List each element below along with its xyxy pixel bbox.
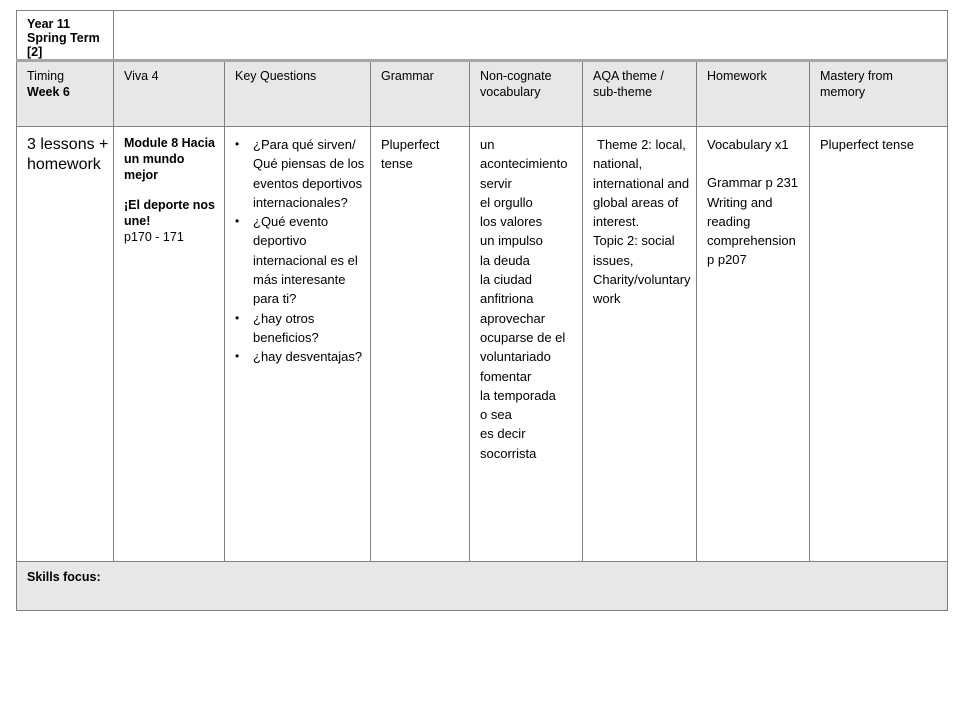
grammar-cell: Pluperfect tense <box>371 127 470 562</box>
vocab-item: o sea <box>480 407 512 423</box>
module-title: Module 8 Hacia un mundo mejor <box>124 136 215 182</box>
vocab-item: la deuda <box>480 252 530 268</box>
vocab-item: servir <box>480 175 512 191</box>
lesson-plan-table <box>16 10 948 611</box>
homework-grammar: Grammar p 231 <box>707 175 799 191</box>
header-homework: Homework <box>697 61 810 127</box>
vocab-item: la ciudad anfitriona <box>480 272 534 307</box>
title-row-empty-cell <box>114 11 948 61</box>
questions-cell <box>225 127 371 562</box>
vocab-item: aprovechar <box>480 310 546 326</box>
homework-vocab: Vocabulary x1 <box>707 137 789 152</box>
header-row <box>17 61 948 127</box>
header-grammar: Grammar <box>371 61 470 127</box>
header-mastery: Mastery from memory <box>810 61 948 127</box>
mastery-cell: Pluperfect tense <box>810 127 948 562</box>
vocab-item: la temporada <box>480 387 556 403</box>
module-subtitle: ¡El deporte nos une! <box>124 198 215 228</box>
module-pages: p170 - 171 <box>124 230 184 244</box>
content-row <box>17 127 948 562</box>
homework-writing: Writing and reading comprehension p p207 <box>707 194 796 268</box>
title-row <box>17 11 948 61</box>
theme-line: Theme 2: local, national, international and global areas of interest. <box>593 137 690 230</box>
vocab-item: socorrista <box>480 445 537 461</box>
vocab-item: los valores <box>480 214 543 230</box>
vocabulary-cell <box>470 127 583 562</box>
timing-cell: 3 lessons + homework <box>17 127 114 562</box>
module-cell <box>114 127 225 562</box>
header-viva: Viva 4 <box>114 61 225 127</box>
vocab-item: fomentar <box>480 368 532 384</box>
header-timing-label: Timing <box>27 69 65 83</box>
theme-cell <box>583 127 697 562</box>
vocab-item: ocuparse de el voluntariado <box>480 329 566 365</box>
header-key-questions: Key Questions <box>225 61 371 127</box>
vocab-item: el orgullo <box>480 194 533 210</box>
question-item: • ¿hay desventajas? <box>253 347 366 366</box>
skills-focus: Skills focus: <box>17 562 948 611</box>
questions-list <box>229 135 366 367</box>
header-vocabulary: Non-cognate vocabulary <box>470 61 583 127</box>
vocab-item: es decir <box>480 426 526 442</box>
question-item: • ¿hay otros beneficios? <box>253 309 366 348</box>
question-item: • ¿Qué evento deportivo internacional es el más interesante para ti? <box>253 212 366 308</box>
vocab-item: un impulso <box>480 233 543 249</box>
skills-row <box>17 562 948 611</box>
header-aqa-theme: AQA theme / sub-theme <box>583 61 697 127</box>
table-title: Year 11 Spring Term [2] <box>17 11 114 61</box>
header-timing <box>17 61 114 127</box>
homework-cell <box>697 127 810 562</box>
topic-line: Topic 2: social issues, Charity/voluntary work <box>593 233 691 307</box>
vocab-item: un acontecimiento <box>480 137 568 172</box>
question-item: • ¿Para qué sirven/ Qué piensas de los eventos deportivos internacionales? <box>253 135 366 212</box>
header-timing-week: Week 6 <box>27 85 70 99</box>
